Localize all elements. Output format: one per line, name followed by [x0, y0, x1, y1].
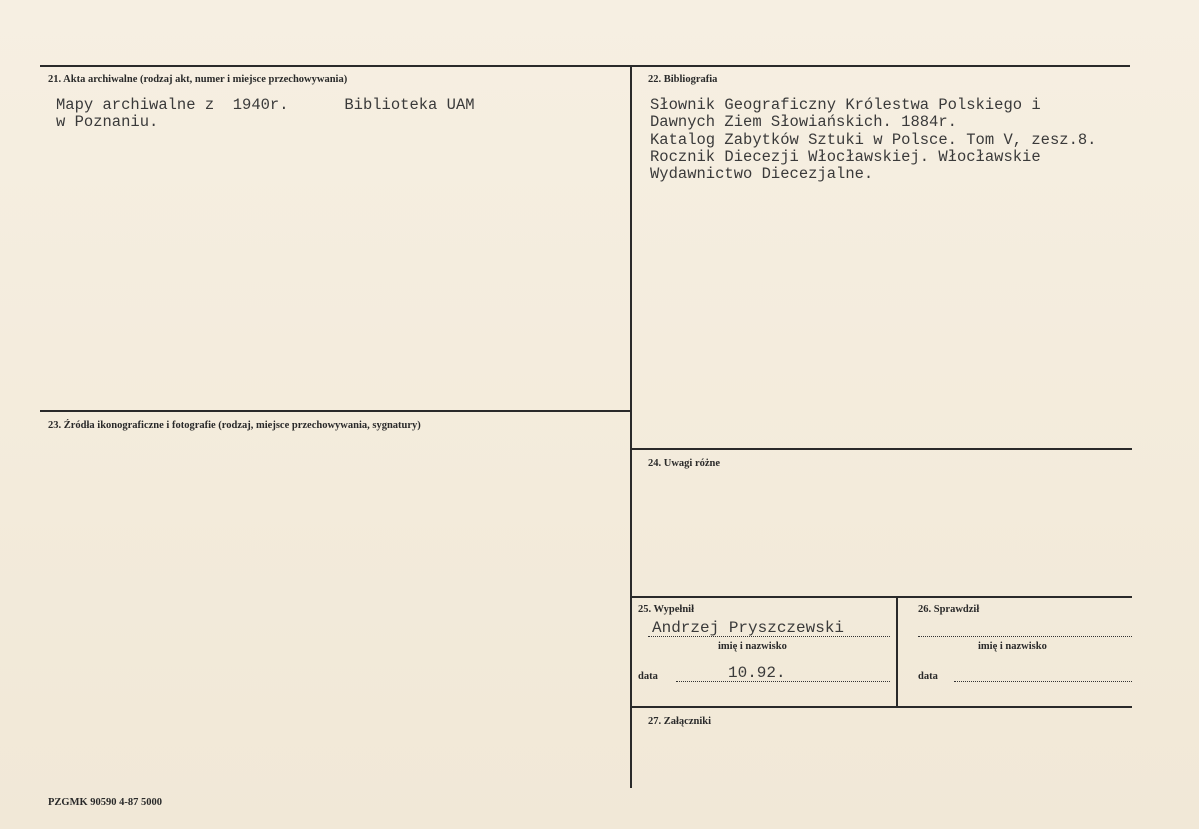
filled-by-date-label: data: [638, 671, 658, 682]
rule-section-27: [632, 706, 1132, 708]
checked-by-date-line: [954, 681, 1132, 682]
section-25-label: 25. Wypełnił: [638, 604, 695, 615]
divider-25-26: [896, 596, 898, 706]
filled-by-name-line: [648, 636, 890, 637]
bibliography-line-3: Katalog Zabytków Sztuki w Polsce. Tom V, zesz.8.: [650, 131, 1097, 149]
bibliography-line-1: Słownik Geograficzny Królestwa Polskiego i: [650, 96, 1041, 114]
filled-by-name: Andrzej Pryszczewski: [652, 619, 845, 637]
checked-by-date-label: data: [918, 671, 938, 682]
checked-by-name-caption: imię i nazwisko: [978, 641, 1047, 652]
rule-section-25-26: [632, 596, 1132, 598]
section-21-line-2: w Poznaniu.: [56, 113, 159, 131]
rule-section-24: [632, 448, 1132, 450]
bibliography-line-4: Rocznik Diecezji Włocławskiej. Włocławskie: [650, 148, 1041, 166]
filled-by-date: 10.92.: [728, 664, 786, 682]
checked-by-name-line: [918, 636, 1132, 637]
bibliography-line-2: Dawnych Ziem Słowiańskich. 1884r.: [650, 113, 957, 131]
section-21-line-1: Mapy archiwalne z 1940r. Biblioteka UAM: [56, 96, 475, 114]
section-26-label: 26. Sprawdził: [918, 604, 980, 615]
section-22-label: 22. Bibliografia: [648, 74, 718, 85]
top-rule: [40, 65, 1130, 67]
filled-by-name-caption: imię i nazwisko: [718, 641, 787, 652]
section-27-label: 27. Załączniki: [648, 716, 712, 727]
bibliography-line-5: Wydawnictwo Diecezjalne.: [650, 165, 874, 183]
section-24-label: 24. Uwagi różne: [648, 458, 721, 469]
print-code: PZGMK 90590 4-87 5000: [48, 797, 163, 808]
section-23-label: 23. Źródła ikonograficzne i fotografie (rodzaj, miejsce przechowywania, sygnatury): [48, 420, 421, 431]
center-divider: [630, 65, 632, 788]
filled-by-date-line: [676, 681, 890, 682]
rule-section-23: [40, 410, 630, 412]
section-21-label: 21. Akta archiwalne (rodzaj akt, numer i miejsce przechowywania): [48, 74, 348, 85]
